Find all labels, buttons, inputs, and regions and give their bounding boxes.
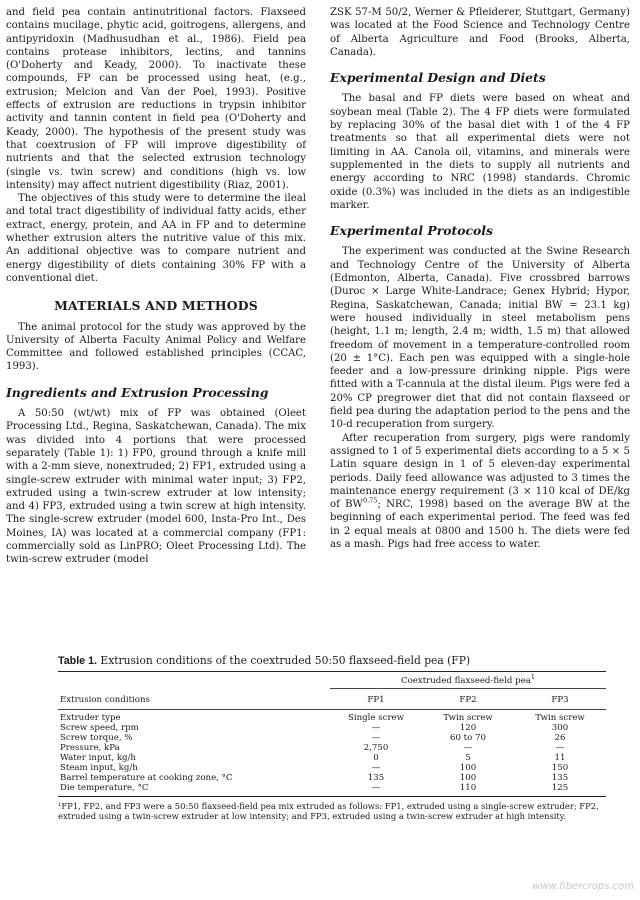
paragraph-animal-protocol: The animal protocol for the study was approved by the University of Alberta Faculty Animal Policy and Welfare Committee and followed established principles (CCAC, 1993). <box>6 321 306 373</box>
heading-experimental-protocols: Experimental Protocols <box>330 223 493 239</box>
row-label: Pressure, kPa <box>60 743 120 753</box>
table-cell: Single screw <box>347 713 404 723</box>
extrusion-table <box>58 671 606 797</box>
table-row <box>58 743 606 753</box>
row-label: Barrel temperature at cooking zone, °C <box>60 773 233 783</box>
table-label: Table 1. <box>58 655 98 667</box>
table-group-row <box>58 672 606 689</box>
group-header-text: Coextruded flaxseed-field pea <box>401 676 531 686</box>
table-cell: 100 <box>459 763 477 773</box>
column-header-fp3: FP3 <box>514 689 606 710</box>
table-cell: — <box>555 743 565 753</box>
table-column-header-row <box>58 689 606 710</box>
table-footnote: ¹FP1, FP2, and FP3 were a 50:50 flaxseed-field pea mix extruded as follows: FP1, extruded using a single-screw extruder; FP2, extruded using a twin-screw extruder at low intensity; and FP3, extruded using a twin-screw extruder at high intensity. <box>58 801 599 822</box>
table-stub-header: Extrusion conditions <box>58 689 330 710</box>
row-label: Screw speed, rpm <box>60 723 139 733</box>
table-cell: — <box>463 743 473 753</box>
heading-experimental-design: Experimental Design and Diets <box>330 70 546 86</box>
table-cell: — <box>371 733 381 743</box>
table-cell: 26 <box>554 733 566 743</box>
row-label: Water input, kg/h <box>60 753 136 763</box>
paragraph-design: The basal and FP diets were based on wheat and soybean meal (Table 2). The 4 FP diets were formulated by replacing 30% of the basal diet with 1 of the 4 FP treatments so that all experimental diets were not limiting in AA. Canola oil, vitamins, and minerals were supplemented in the diets to supply all nutrients and energy according to NRC (1998) standards. Chromic oxide (0.3%) was included in the diets as an indigestible marker. <box>330 93 630 211</box>
table-caption: Extrusion conditions of the coextruded 50:50 flaxseed-field pea (FP) <box>100 654 471 667</box>
table-cell: 2,750 <box>363 743 389 753</box>
table-cell: 60 to 70 <box>450 733 486 743</box>
right-column <box>330 6 630 551</box>
table-cell: 0 <box>373 753 379 763</box>
paragraph-surgery-part-a: After recuperation from surgery, pigs were randomly assigned to 1 of 5 experimental diets according to a 5 × 5 Latin square design in 1 of 5 eleven-day experimental periods. Daily feed allowance was adjusted to 3 times the maintenance energy requirement (3 × 110 kcal of DE/kg of BW <box>330 432 630 511</box>
paragraph-continued: ZSK 57-M 50/2, Werner & Pfleiderer, Stuttgart, Germany) was located at the Food Science and Technology Centre of Alberta Agriculture and Food (Brooks, Alberta, Canada). <box>330 7 630 58</box>
heading-ingredients-extrusion: Ingredients and Extrusion Processing <box>6 384 269 400</box>
table-row <box>58 783 606 797</box>
table-cell: — <box>371 763 381 773</box>
table-cell: 120 <box>459 723 477 733</box>
table-row <box>58 733 606 743</box>
left-column <box>6 6 306 567</box>
paragraph-objectives: The objectives of this study were to determine the ileal and total tract digestibility of individual fatty acids, ether extract, energy, protein, and AA in FP and to determine whether extrusion alters the nutritive value of this mix. An additional objective was to compare nutrient and energy digestibility of diets containing 30% FP with a conventional diet. <box>6 193 306 284</box>
column-header-fp1: FP1 <box>330 689 422 710</box>
table-row <box>58 710 606 724</box>
row-label: Die temperature, °C <box>60 783 149 793</box>
table-cell: 135 <box>551 773 569 783</box>
table-blank-cell <box>58 672 330 689</box>
table-title <box>58 654 606 667</box>
table-row <box>58 723 606 733</box>
bw-exponent: 0.75 <box>362 496 378 505</box>
paragraph-surgery <box>330 432 630 552</box>
row-label: Steam input, kg/h <box>60 763 138 773</box>
table-cell: 100 <box>459 773 477 783</box>
table-cell: 110 <box>459 783 477 793</box>
row-label: Screw torque, % <box>60 733 133 743</box>
table-cell: — <box>371 723 381 733</box>
table-cell: 135 <box>367 773 385 783</box>
table-row <box>58 763 606 773</box>
table-row <box>58 753 606 763</box>
table-cell: Twin screw <box>443 713 493 723</box>
paragraph-surgery-part-b: ; NRC, 1998) based on the average BW at the beginning of each experimental period. The feed was fed in 2 equal meals at 0800 and 1500 h. The diets were fed as a mash. Pigs had free access to water. <box>330 499 630 550</box>
group-header-footnote-mark: 1 <box>530 673 535 682</box>
table-row <box>58 773 606 783</box>
table-cell: 300 <box>551 723 569 733</box>
table-cell: 125 <box>551 783 569 793</box>
row-label: Extruder type <box>60 713 121 723</box>
table-cell: Twin screw <box>535 713 585 723</box>
table-cell: — <box>371 783 381 793</box>
paragraph-intro: and field pea contain antinutritional factors. Flaxseed contains mucilage, phytic acid, goitrogens, allergens, and antipyridoxin (Madhusudhan et al., 1986). Field pea contains protease inhibitors, lectins, and tannins (O'Doherty and Keady, 2000). To inactivate these compounds, FP can be processed using heat, (e.g., extrusion; Melcion and Van der Poel, 1993). Positive effects of extrusion are reductions in trypsin inhibitor activity and tannin content in field pea (O'Doherty and Keady, 2000). The hypothesis of the present study was that coextrusion of FP will improve digestibility of nutrients and that the selected extrusion technology (single vs. twin screw) and conditions (high vs. low intensity) may affect nutrient digestibility (Riaz, 2001). <box>6 7 306 191</box>
heading-materials-methods: MATERIALS AND METHODS <box>54 298 258 314</box>
table-cell: 150 <box>551 763 569 773</box>
table-1 <box>58 654 606 821</box>
paragraph-protocols: The experiment was conducted at the Swine Research and Technology Centre of the University of Alberta (Edmonton, Alberta, Canada). Five crossbred barrows (Duroc × Large White-Landrace; Genex Hybrid; Hypor, Regina, Saskatchewan, Canada; initial BW = 23.1 kg) were housed individually in steel metabolism pens (height, 1.1 m; length, 2.4 m; width, 1.5 m) that allowed freedom of movement in a temperature-controlled room (20 ± 1°C). Each pen was equipped with a single-hole feeder and a low-pressure drinking nipple. Pigs were fitted with a T-cannula at the distal ileum. Pigs were fed a 20% CP pregrower diet that did not contain flaxseed or field pea during the adaptation period to the pens and the 10-d recuperation from surgery. <box>330 246 630 431</box>
table-cell: 5 <box>465 753 471 763</box>
table-cell: 11 <box>554 753 566 763</box>
watermark: www.fibercrops.com <box>532 881 634 892</box>
paragraph-ingredients: A 50:50 (wt/wt) mix of FP was obtained (Oleet Processing Ltd., Regina, Saskatchewan, Canada). The mix was divided into 4 portions that were processed separately (Table 1): 1) FP0, ground through a knife mill with a 2-mm sieve, nonextruded; 2) FP1, extruded using a single-screw extruder with minimal water input; 3) FP2, extruded using a twin-screw extruder at low intensity; and 4) FP3, extruded using a twin screw at high intensity. The single-screw extruder (model 600, Insta-Pro Int., Des Moines, IA) was located at a commercial company (FP1: commercially sold as LinPRO; Oleet Processing Ltd). The twin-screw extruder (model <box>6 408 306 566</box>
column-header-fp2: FP2 <box>422 689 514 710</box>
table-group-header <box>330 672 606 689</box>
